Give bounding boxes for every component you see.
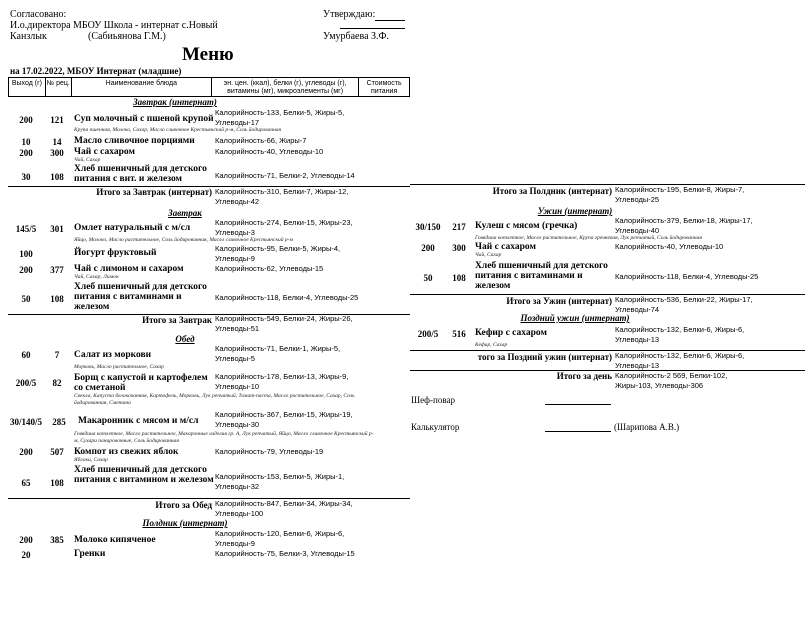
total-late-dinner: того за Поздний ужин (интернат) [477, 352, 612, 362]
recipe-number: 108 [50, 294, 64, 304]
total-nutrition: Калорийность-549, Белки-24, Жиры-26, Углеводы-51 [215, 314, 353, 333]
dish-name: Чай с сахаром [475, 242, 536, 252]
total-nutrition: Калорийность-2 569, Белки-102, Жиры-103, Углеводы-306 [615, 371, 728, 390]
page-subtitle: на 17.02.2022, МБОУ Интернат (младшие) [10, 66, 182, 76]
ingredients: Морковь, Масло растительное, Сахар [74, 364, 164, 370]
dish-name: Хлеб пшеничный для детского питания с витаминами и железом [74, 282, 207, 312]
dish-name: Гренки [74, 549, 106, 559]
nutrition: Калорийность-40, Углеводы-10 [215, 147, 324, 156]
nutrition: Калорийность-178, Белки-13, Жиры-9, Углеводы-10 [215, 372, 349, 391]
dish-name: Борщ с капустой и картофелем со сметаной [74, 373, 208, 393]
ingredients: Говядина котлетное, Масло растительное, Крупа гречневая, Лук репчатый, Соль йодированная [475, 235, 702, 241]
recipe-number: 217 [452, 222, 466, 232]
nutrition: Калорийность-62, Углеводы-15 [215, 264, 324, 273]
dish-name: Суп молочный с пшеной крупой [74, 114, 214, 124]
total-nutrition: Калорийность-310, Белки-7, Жиры-12, Углеводы-42 [215, 187, 349, 206]
output: 200 [19, 265, 33, 275]
total-nutrition: Калорийность-132, Белки-6, Жиры-6, Углеводы-13 [615, 351, 745, 370]
output: 100 [19, 249, 33, 259]
total-snack: Итого за Полдник (интернат) [492, 186, 612, 196]
dish-name: Хлеб пшеничный для детского питания с витаминами и железом [475, 261, 608, 291]
section-lunch: Обед [175, 334, 195, 344]
calculator-label: Калькулятор [411, 422, 460, 432]
output: 30/150 [415, 222, 441, 232]
output: 200/5 [417, 329, 439, 339]
section-late-dinner: Поздний ужин (интернат) [520, 313, 630, 323]
nutrition: Калорийность-120, Белки-6, Жиры-6, Углеводы-9 [215, 529, 345, 548]
dish-name: Чай с лимоном и сахаром [74, 264, 184, 274]
dish-name: Кулеш с мясом (гречка) [475, 221, 578, 231]
output: 50 [423, 273, 433, 283]
nutrition: Калорийность-40, Углеводы-10 [615, 242, 724, 251]
chef-label: Шеф-повар [411, 395, 455, 405]
ingredients: Свекла, Капуста белокочанная, Картофель, Морковь, Лук репчатый, Томат-паста, Масло растительное, Сахар, Соль йодированная, Сметана [74, 393, 355, 406]
section-snack: Полдник (интернат) [142, 518, 228, 528]
recipe-number: 82 [52, 378, 62, 388]
output: 30/140/5 [9, 417, 42, 427]
total-nutrition: Калорийность-536, Белки-22, Жиры-17, Углеводы-74 [615, 295, 753, 314]
output: 200/5 [15, 378, 37, 388]
recipe-number: 285 [52, 417, 66, 427]
agreed-name: (Сабиьянова Г.М.) [88, 31, 166, 42]
dish-name: Масло сливочное порциями [74, 136, 195, 146]
output: 200 [421, 243, 435, 253]
output: 200 [19, 535, 33, 545]
dish-name: Омлет натуральный с м/сл [74, 223, 191, 233]
col-nutrition: эн. цен. (ккал), белки (г), углеводы (г), витамины (мг), микроэлементы (мг) [212, 78, 359, 96]
dish-name: Салат из моркови [74, 350, 152, 360]
dish-name: Компот из свежих яблок [74, 447, 179, 457]
total-day: Итого за день [556, 371, 612, 381]
output: 60 [21, 350, 31, 360]
dish-name: Хлеб пшеничный для детского питания с витамином и железом [74, 465, 214, 485]
recipe-number: 7 [54, 350, 60, 360]
total-breakfast-boarding: Итого за Завтрак (интернат) [96, 187, 212, 197]
table-header [8, 77, 410, 97]
dish-name: Молоко кипяченое [74, 535, 156, 545]
recipe-number: 14 [52, 137, 62, 147]
section-breakfast: Завтрак [168, 208, 202, 218]
total-breakfast: Итого за Завтрак [142, 315, 212, 325]
col-cost: Стоимость питания [366, 80, 402, 95]
total-dinner: Итого за Ужин (интернат) [506, 296, 612, 306]
col-recipe: № рец. [46, 78, 72, 96]
ingredients: Яблоки, Сахар [74, 457, 108, 463]
ingredients: Чай, Сахар [74, 157, 101, 163]
nutrition: Калорийность-153, Белки-5, Жиры-1, Углеводы-32 [215, 472, 345, 491]
ingredients: Говядина котлетное, Масло растительное, Макаронные изделия гр. А, Лук репчатый, Яйцо, Масло сливочное Крестьянский р-м, Сухари панировочные, Соль йодированная [74, 431, 374, 444]
calculator-name: (Шарипова А.В.) [614, 422, 680, 432]
dish-name: Чай с сахаром [74, 147, 135, 157]
dish-name: Кефир с сахаром [475, 328, 547, 338]
output: 200 [19, 447, 33, 457]
section-breakfast-boarding: Завтрак (интернат) [133, 97, 217, 107]
ingredients: Крупа пшенная, Молоко, Сахар, Масло сливочное Крестьянский р-м, Соль йодированная [74, 127, 282, 133]
total-nutrition: Калорийность-195, Белки-8, Жиры-7, Углеводы-25 [615, 185, 745, 204]
output: 65 [21, 478, 31, 488]
dish-name: Хлеб пшеничный для детского питания с вит. и железом [74, 164, 207, 184]
nutrition: Калорийность-367, Белки-15, Жиры-19, Углеводы-30 [215, 410, 353, 429]
dish-name: Йогурт фруктовый [74, 248, 157, 258]
ingredients: Кефир, Сахар [475, 342, 508, 348]
nutrition: Калорийность-79, Углеводы-19 [215, 447, 324, 456]
approved-name: Умурбаева З.Ф. [323, 31, 389, 42]
recipe-number: 108 [50, 478, 64, 488]
output: 30 [21, 172, 31, 182]
approved-label: Утверждаю: [323, 9, 376, 20]
nutrition: Калорийность-71, Белки-2, Углеводы-14 [215, 171, 355, 180]
total-nutrition: Калорийность-847, Белки-34, Жиры-34, Углеводы-100 [215, 499, 353, 518]
recipe-number: 108 [50, 172, 64, 182]
ingredients: Чай, Сахар [475, 252, 502, 258]
recipe-number: 121 [50, 115, 64, 125]
nutrition: Калорийность-118, Белки-4, Углеводы-25 [215, 293, 359, 302]
recipe-number: 301 [50, 224, 64, 234]
agreed-line1: И.о.директора МБОУ Школа - интернат с.Новый [10, 20, 218, 31]
dish-name: Макаронник с мясом и м/сл [78, 416, 199, 426]
ingredients: Чай, Сахар, Лимон [74, 274, 119, 280]
output: 200 [19, 115, 33, 125]
total-lunch: Итого за Обед [155, 500, 212, 510]
nutrition: Калорийность-133, Белки-5, Жиры-5, Углеводы-17 [215, 108, 345, 127]
nutrition: Калорийность-75, Белки-3, Углеводы-15 [215, 549, 355, 558]
output: 20 [21, 550, 31, 560]
nutrition: Калорийность-118, Белки-4, Углеводы-25 [615, 272, 759, 281]
recipe-number: 300 [452, 243, 466, 253]
nutrition: Калорийность-71, Белки-1, Жиры-5, Углеводы-5 [215, 344, 341, 363]
page-title: Меню [182, 44, 234, 65]
nutrition: Калорийность-66, Жиры-7 [215, 136, 307, 145]
recipe-number: 507 [50, 447, 64, 457]
output: 200 [19, 148, 33, 158]
output: 145/5 [15, 224, 37, 234]
recipe-number: 377 [50, 265, 64, 275]
recipe-number: 385 [50, 535, 64, 545]
output: 10 [21, 137, 31, 147]
recipe-number: 516 [452, 329, 466, 339]
output: 50 [21, 294, 31, 304]
ingredients: Яйцо, Молоко, Масло растительное, Соль йодированная, Масло сливочное Крестьянский р-м [74, 237, 294, 243]
col-output: Выход (г) [9, 78, 46, 96]
recipe-number: 300 [50, 148, 64, 158]
nutrition: Калорийность-95, Белки-5, Жиры-4, Углеводы-9 [215, 244, 341, 263]
nutrition: Калорийность-274, Белки-15, Жиры-23, Углеводы-3 [215, 218, 353, 237]
nutrition: Калорийность-132, Белки-6, Жиры-6, Углеводы-13 [615, 325, 745, 344]
nutrition: Калорийность-379, Белки-18, Жиры-17, Углеводы-40 [615, 216, 753, 235]
agreed-label: Согласовано: [10, 9, 67, 20]
agreed-line2: Канзлык [10, 31, 47, 42]
col-dish: Наименование блюда [72, 78, 212, 96]
recipe-number: 108 [452, 273, 466, 283]
section-dinner: Ужин (интернат) [537, 206, 613, 216]
